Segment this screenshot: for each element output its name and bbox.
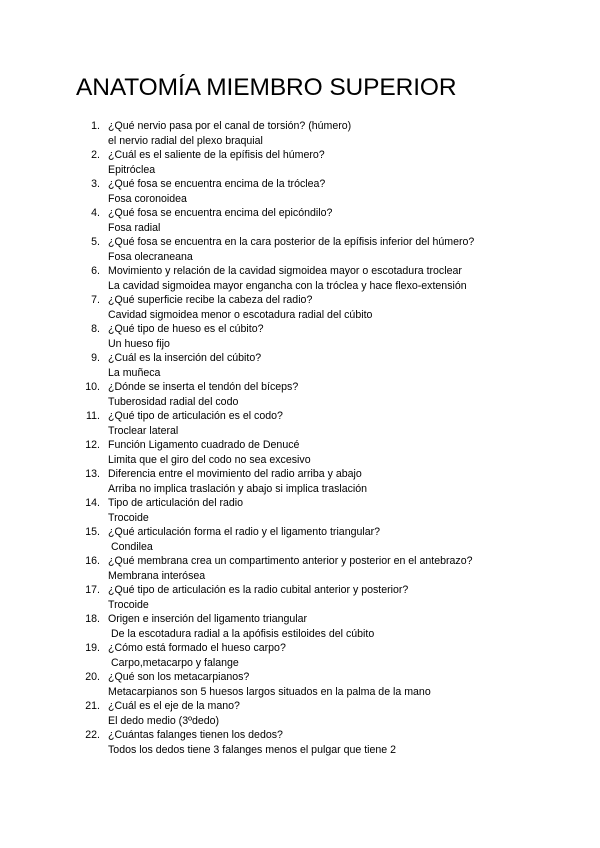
question-text: ¿Cuál es el eje de la mano?	[108, 700, 240, 712]
question-list	[0, 119, 600, 757]
answer-text: Arriba no implica traslación y abajo si implica traslación	[108, 482, 368, 495]
list-item	[0, 554, 600, 583]
item-number: 5.	[91, 236, 100, 248]
list-item	[0, 728, 600, 757]
item-number: 7.	[91, 294, 100, 306]
question-text: Tipo de articulación del radio	[108, 497, 244, 509]
list-item	[0, 583, 600, 612]
item-number: 11.	[86, 410, 100, 422]
item-number: 12.	[85, 439, 100, 451]
answer-text: Fosa coronoidea	[108, 192, 187, 205]
list-item	[0, 467, 600, 496]
question-text: ¿Qué tipo de articulación es el codo?	[108, 410, 283, 422]
item-number: 21.	[85, 700, 100, 712]
list-item	[0, 206, 600, 235]
list-item	[0, 438, 600, 467]
item-number: 4.	[91, 207, 100, 219]
question-text: ¿Dónde se inserta el tendón del bíceps?	[108, 381, 299, 393]
list-item	[0, 119, 600, 148]
question-text: ¿Cómo está formado el hueso carpo?	[108, 642, 286, 654]
item-number: 2.	[91, 149, 100, 161]
question-text: ¿Cuál es el saliente de la epífisis del húmero?	[108, 149, 325, 161]
question-text: ¿Qué tipo de hueso es el cúbito?	[108, 323, 264, 335]
item-number: 10.	[85, 381, 100, 393]
answer-text: Todos los dedos tiene 3 falanges menos el pulgar que tiene 2	[108, 743, 396, 756]
item-number: 1.	[91, 120, 100, 132]
item-number: 17.	[85, 584, 100, 596]
answer-text: Epitróclea	[108, 163, 156, 176]
list-item	[0, 293, 600, 322]
list-item	[0, 177, 600, 206]
question-text: ¿Qué articulación forma el radio y el ligamento triangular?	[108, 526, 381, 538]
question-text: ¿Qué fosa se encuentra encima del epicóndilo?	[108, 207, 333, 219]
item-number: 9.	[91, 352, 100, 364]
item-number: 19.	[85, 642, 100, 654]
answer-text: Membrana interósea	[108, 569, 206, 582]
answer-text: Metacarpianos son 5 huesos largos situados en la palma de la mano	[108, 685, 431, 698]
list-item	[0, 670, 600, 699]
item-number: 18.	[85, 613, 100, 625]
question-text: Función Ligamento cuadrado de Denucé	[108, 439, 300, 451]
item-number: 15.	[85, 526, 100, 538]
item-number: 3.	[91, 178, 100, 190]
question-text: ¿Qué tipo de articulación es la radio cubital anterior y posterior?	[108, 584, 409, 596]
item-number: 22.	[85, 729, 100, 741]
question-text: Movimiento y relación de la cavidad sigmoidea mayor o escotadura troclear	[108, 265, 462, 277]
answer-text: Carpo,metacarpo y falange	[111, 656, 239, 669]
answer-text: Trocoide	[108, 511, 149, 524]
page-title: ANATOMÍA MIEMBRO SUPERIOR	[76, 74, 457, 101]
list-item	[0, 699, 600, 728]
list-item	[0, 264, 600, 293]
answer-text: Fosa radial	[108, 221, 161, 234]
answer-text: Fosa olecraneana	[108, 250, 193, 263]
question-text: ¿Qué son los metacarpianos?	[108, 671, 250, 683]
answer-text: Condilea	[111, 540, 153, 553]
answer-text: Trocoide	[108, 598, 149, 611]
list-item	[0, 612, 600, 641]
answer-text: Un hueso fijo	[108, 337, 170, 350]
answer-text: El dedo medio (3ºdedo)	[108, 714, 220, 727]
item-number: 6.	[91, 265, 100, 277]
answer-text: el nervio radial del plexo braquial	[108, 134, 263, 147]
question-text: ¿Qué membrana crea un compartimento anterior y posterior en el antebrazo?	[108, 555, 473, 567]
item-number: 8.	[91, 323, 100, 335]
list-item	[0, 641, 600, 670]
list-item	[0, 496, 600, 525]
list-item	[0, 409, 600, 438]
question-text: Diferencia entre el movimiento del radio arriba y abajo	[108, 468, 362, 480]
item-number: 14.	[85, 497, 100, 509]
answer-text: Cavidad sigmoidea menor o escotadura radial del cúbito	[108, 308, 373, 321]
answer-text: Tuberosidad radial del codo	[108, 395, 239, 408]
item-number: 16.	[85, 555, 100, 567]
list-item	[0, 525, 600, 554]
answer-text: La cavidad sigmoidea mayor engancha con la tróclea y hace flexo-extensión	[108, 279, 467, 292]
question-text: ¿Qué superficie recibe la cabeza del radio?	[108, 294, 313, 306]
list-item	[0, 148, 600, 177]
question-text: ¿Cuántas falanges tienen los dedos?	[108, 729, 283, 741]
question-text: ¿Cuál es la inserción del cúbito?	[108, 352, 262, 364]
list-item	[0, 235, 600, 264]
question-text: Origen e inserción del ligamento triangular	[108, 613, 308, 625]
item-number: 20.	[85, 671, 100, 683]
question-text: ¿Qué fosa se encuentra en la cara posterior de la epífisis inferior del húmero?	[108, 236, 475, 248]
answer-text: De la escotadura radial a la apófisis estiloides del cúbito	[111, 627, 375, 640]
answer-text: La muñeca	[108, 366, 161, 379]
question-text: ¿Qué fosa se encuentra encima de la tróclea?	[108, 178, 326, 190]
list-item	[0, 322, 600, 351]
list-item	[0, 380, 600, 409]
answer-text: Limita que el giro del codo no sea excesivo	[108, 453, 311, 466]
item-number: 13.	[85, 468, 100, 480]
answer-text: Troclear lateral	[108, 424, 179, 437]
list-item	[0, 351, 600, 380]
question-text: ¿Qué nervio pasa por el canal de torsión? (húmero)	[108, 120, 352, 132]
